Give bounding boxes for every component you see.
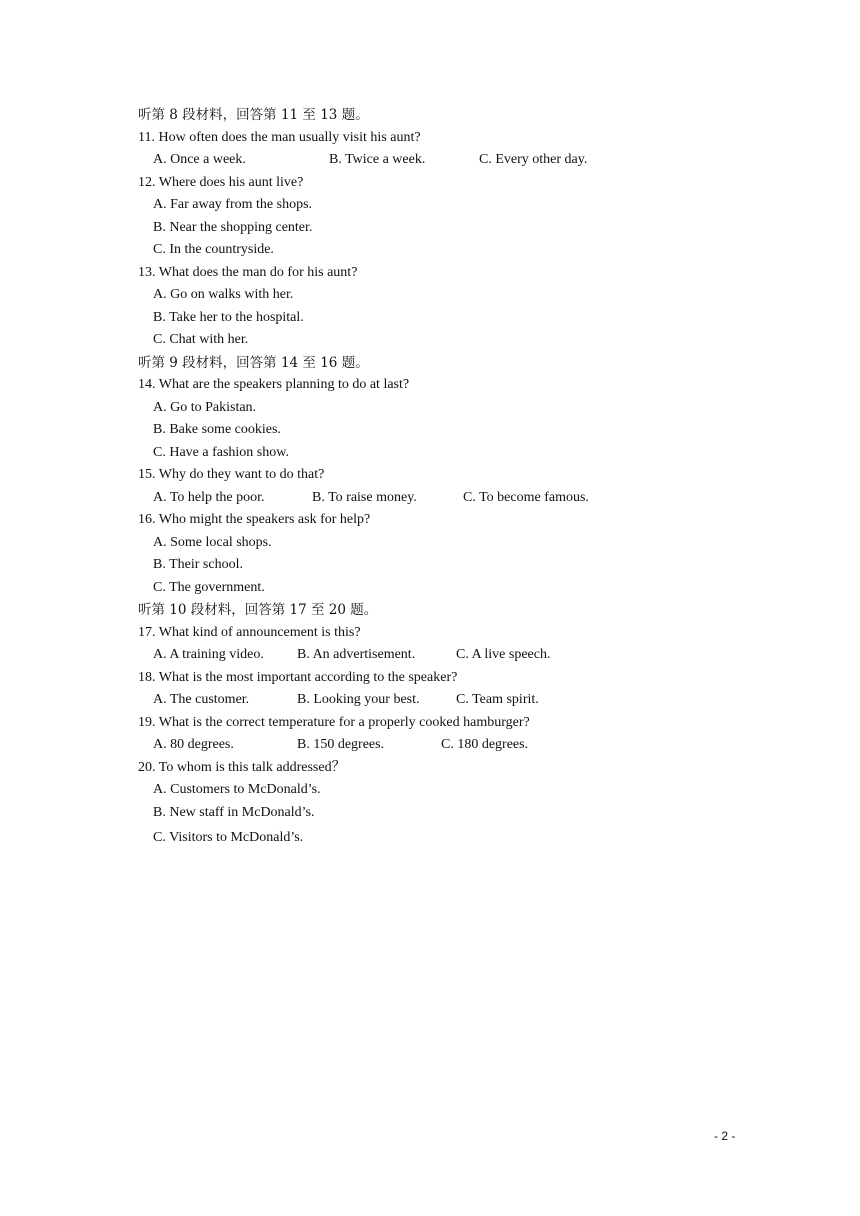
question-11-options — [138, 149, 758, 172]
option-a: A. Go on walks with her. — [153, 287, 294, 302]
option-b: B. 150 degrees. — [297, 737, 385, 752]
section-heading-10: 听第 10 段材料，回答第 17 至 20 题。 — [138, 602, 378, 618]
question-20-options — [138, 779, 758, 850]
option-b: B. Near the shopping center. — [153, 219, 313, 235]
option-c: C. Have a fashion show. — [153, 444, 289, 460]
section-heading-9: 听第 9 段材料，回答第 14 至 16 题。 — [138, 354, 369, 371]
question-18-stem: 18. What is the most important according to the speaker? — [138, 669, 458, 685]
option-c: C. A live speech. — [456, 647, 551, 662]
option-c: C. Chat with her. — [153, 332, 249, 347]
option-c: C. Every other day. — [479, 152, 588, 167]
option-c: C. To become famous. — [463, 489, 589, 505]
option-b: B. Take her to the hospital. — [153, 309, 304, 325]
option-a: A. Some local shops. — [153, 534, 272, 550]
question-16-options — [138, 532, 758, 600]
listening-section-content — [138, 104, 758, 850]
question-17-stem: 17. What kind of announcement is this? — [138, 624, 361, 640]
question-20-stem: 20. To whom is this talk addressed？ — [138, 759, 346, 775]
option-a: A. Far away from the shops. — [153, 197, 313, 212]
option-a: A. 80 degrees. — [153, 737, 234, 752]
option-b: B. Looking your best. — [297, 692, 420, 707]
question-19-stem: 19. What is the correct temperature for a properly cooked hamburger? — [138, 714, 530, 730]
option-c: C. Visitors to McDonald’s. — [153, 830, 304, 845]
question-12-options — [138, 194, 758, 262]
option-a: A. A training video. — [153, 647, 264, 662]
question-13-options — [138, 284, 758, 352]
option-b: B. An advertisement. — [297, 647, 416, 662]
option-b: B. Bake some cookies. — [153, 422, 281, 437]
question-19-options — [138, 734, 758, 757]
question-15-options — [138, 487, 758, 510]
question-18-options — [138, 689, 758, 712]
question-14-stem: 14. What are the speakers planning to do at last? — [138, 377, 410, 392]
question-12-stem: 12. Where does his aunt live? — [138, 174, 304, 190]
option-c: C. Team spirit. — [456, 692, 539, 707]
question-17-options — [138, 644, 758, 667]
option-c: C. In the countryside. — [153, 242, 274, 257]
question-13-stem: 13. What does the man do for his aunt? — [138, 264, 358, 280]
option-b: B. Their school. — [153, 557, 243, 572]
option-c: C. 180 degrees. — [441, 737, 529, 752]
question-16-stem: 16. Who might the speakers ask for help? — [138, 512, 371, 527]
option-b: B. New staff in McDonald’s. — [153, 804, 315, 820]
question-11-stem: 11. How often does the man usually visit his aunt? — [138, 129, 421, 145]
option-a: A. Once a week. — [153, 152, 246, 167]
option-a: A. Customers to McDonald’s. — [153, 782, 321, 797]
option-b: B. Twice a week. — [329, 152, 426, 167]
page-number: - 2 - — [714, 1129, 736, 1143]
option-b: B. To raise money. — [312, 489, 417, 505]
option-a: A. The customer. — [153, 692, 250, 707]
option-a: A. Go to Pakistan. — [153, 399, 257, 415]
section-heading-8: 听第 8 段材料，回答第 11 至 13 题。 — [138, 107, 369, 123]
question-15-stem: 15. Why do they want to do that? — [138, 467, 325, 482]
option-a: A. To help the poor. — [153, 489, 265, 505]
option-c: C. The government. — [153, 579, 265, 595]
question-14-options — [138, 397, 758, 465]
